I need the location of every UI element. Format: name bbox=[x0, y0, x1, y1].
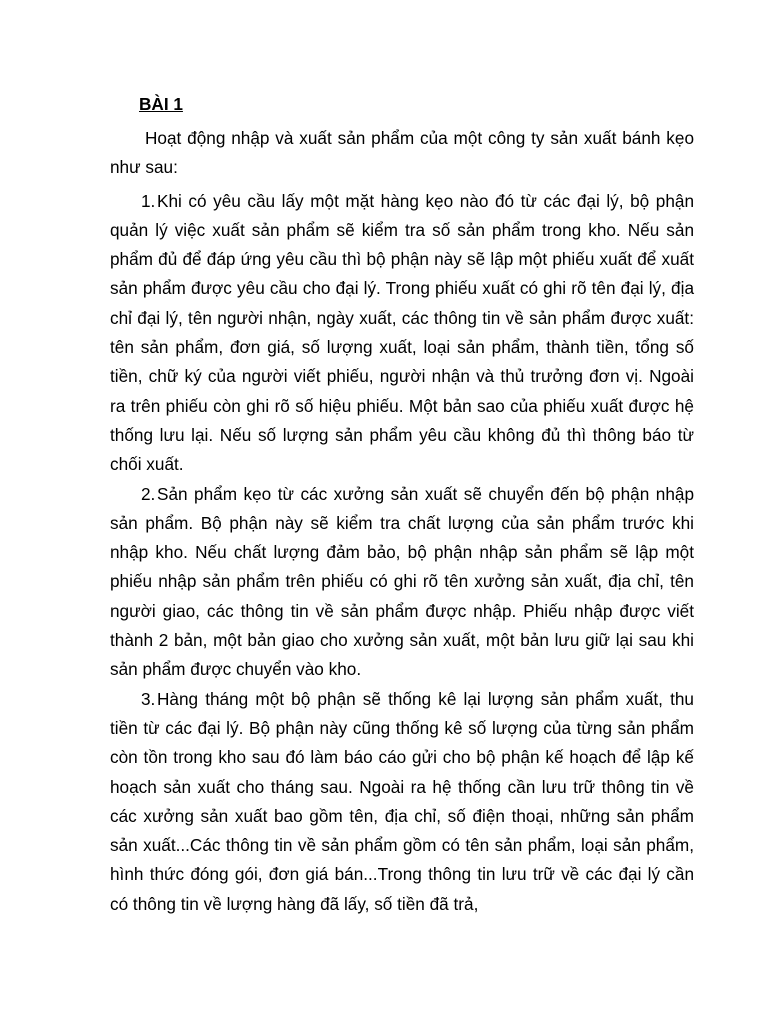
list-item-number: 2. bbox=[141, 483, 156, 504]
intro-paragraph: Hoạt động nhập và xuất sản phẩm của một công ty sản xuất bánh kẹo như sau: bbox=[110, 128, 694, 178]
list-item bbox=[110, 480, 694, 685]
document-page bbox=[110, 90, 694, 919]
list-item-text: Sản phẩm kẹo từ các xưởng sản xuất sẽ chuyển đến bộ phận nhập sản phẩm. Bộ phận này sẽ kiểm tra chất lượng của sản phẩm trước khi nhập kho. Nếu chất lượng đảm bảo, bộ phận nhập sản phẩm sẽ lập một phiếu nhập sản phẩm trên phiếu có ghi rõ tên xưởng sản xuất, địa chỉ, tên người giao, các thông tin về sản phẩm được nhập. Phiếu nhập được viết thành 2 bản, một bản giao cho xưởng sản xuất, một bản lưu giữ lại sau khi sản phẩm được chuyển vào kho. bbox=[110, 483, 694, 680]
list-item-text: Khi có yêu cầu lấy một mặt hàng kẹo nào đó từ các đại lý, bộ phận quản lý việc xuất sản phẩm sẽ kiểm tra số sản phẩm trong kho. Nếu sản phẩm đủ để đáp ứng yêu cầu thì bộ phận này sẽ lập một phiếu xuất để xuất sản phẩm được yêu cầu cho đại lý. Trong phiếu xuất có ghi rõ tên đại lý, địa chỉ đại lý, tên người nhận, ngày xuất, các thông tin về sản phẩm được xuất: tên sản phẩm, đơn giá, số lượng xuất, loại sản phẩm, thành tiền, tổng số tiền, chữ ký của người viết phiếu, người nhận và thủ trưởng đơn vị. Ngoài ra trên phiếu còn ghi rõ số hiệu phiếu. Một bản sao của phiếu xuất được hệ thống lưu lại. Nếu số lượng sản phẩm yêu cầu không đủ thì thông báo từ chối xuất. bbox=[110, 190, 694, 475]
list-item bbox=[110, 685, 694, 919]
list-item bbox=[110, 187, 694, 480]
list-item-text: Hàng tháng một bộ phận sẽ thống kê lại lượng sản phẩm xuất, thu tiền từ các đại lý. Bộ phận này cũng thống kê số lượng của từng sản phẩm còn tồn trong kho sau đó làm báo cáo gửi cho bộ phận kế hoạch để lập kế hoạch sản xuất cho tháng sau. Ngoài ra hệ thống cần lưu trữ thông tin về các xưởng sản xuất bao gồm tên, địa chỉ, số điện thoại, những sản phẩm sản xuất...Các thông tin về sản phẩm gồm có tên sản phẩm, loại sản phẩm, hình thức đóng gói, đơn giá bán...Trong thông tin lưu trữ về các đại lý cần có thông tin về lượng hàng đã lấy, số tiền đã trả, bbox=[110, 688, 694, 914]
list-item-number: 1. bbox=[141, 190, 156, 211]
list-item-number: 3. bbox=[141, 688, 156, 709]
document-title: BÀI 1 bbox=[139, 94, 183, 114]
